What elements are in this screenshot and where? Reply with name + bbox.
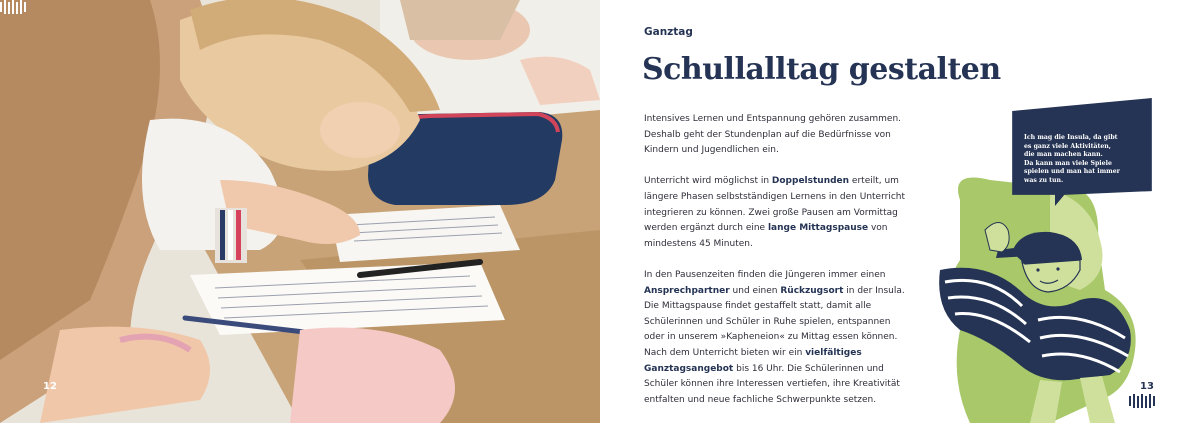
quote-line-5: spielen und man hat immer (1024, 168, 1120, 176)
paragraph-2 (644, 174, 906, 252)
paragraph-3 (644, 268, 906, 408)
emphasis-mittagspause: lange Mittagspause (767, 223, 869, 234)
student-quote (1024, 134, 1150, 186)
paragraph-1 (644, 112, 906, 159)
quote-line-6: was zu tun. (1024, 176, 1064, 184)
emphasis-ganztagsangebot: vielfältiges Ganztagsangebot (644, 347, 862, 374)
paragraph-2-text-2: erteilt, um längere Phasen selbstständigen Lernens in den Unterricht integrieren zu können. Zwei große Pausen am Vormittag werden ergänzt durch eine (644, 176, 906, 234)
page-number-left: 12 (43, 381, 57, 392)
paragraph-3-text-3: in der Insula. Die Mittagspause findet gestaffelt statt, damit alle Schülerinnen und Schüler in Ruhe spielen, entspannen oder in unserem »Kapheneion« zu Mittag essen können. Nach dem Unterricht bieten wir ein (644, 285, 905, 358)
quote-line-3: die man machen kann. (1024, 151, 1103, 159)
paragraph-2-text-3: von mindestens 45 Minuten. (644, 223, 888, 249)
emphasis-ansprechpartner: Ansprechpartner (644, 285, 730, 296)
quote-line-1: Ich mag die Insula, da gibt (1024, 134, 1118, 141)
page-number-right: 13 (1140, 381, 1154, 392)
paragraph-3-text-4: bis 16 Uhr. Die Schülerinnen und Schüler können ihre Interessen vertiefen, ihre Kreativität entfalten und neue fachliche Schwerpunkte setzen. (644, 363, 900, 405)
emphasis-doppelstunden: Doppelstunden (771, 176, 850, 187)
school-logo-right-icon (1129, 394, 1157, 408)
page-title: Schullalltag gestalten (642, 52, 1001, 87)
paragraph-3-text-2: und einen (729, 285, 781, 296)
emphasis-rueckzugsort: Rückzugsort (780, 285, 844, 296)
school-logo-left-icon (0, 0, 28, 14)
quote-line-2: es ganz viele Aktivitäten, (1024, 142, 1111, 150)
text-page (600, 0, 1200, 423)
section-kicker: Ganztag (644, 26, 693, 38)
paragraph-1-text: Intensives Lernen und Entspannung gehören zusammen. Deshalb geht der Stundenplan auf die Bedürfnisse von Kindern und Jugendlichen ein. (644, 114, 902, 156)
quote-line-4: Da kann man viele Spiele (1024, 159, 1112, 167)
body-text (644, 112, 906, 423)
paragraph-3-text-1: In den Pausenzeiten finden die Jüngeren immer einen (644, 269, 886, 280)
paragraph-2-text-1: Unterricht wird möglichst in (644, 176, 772, 187)
